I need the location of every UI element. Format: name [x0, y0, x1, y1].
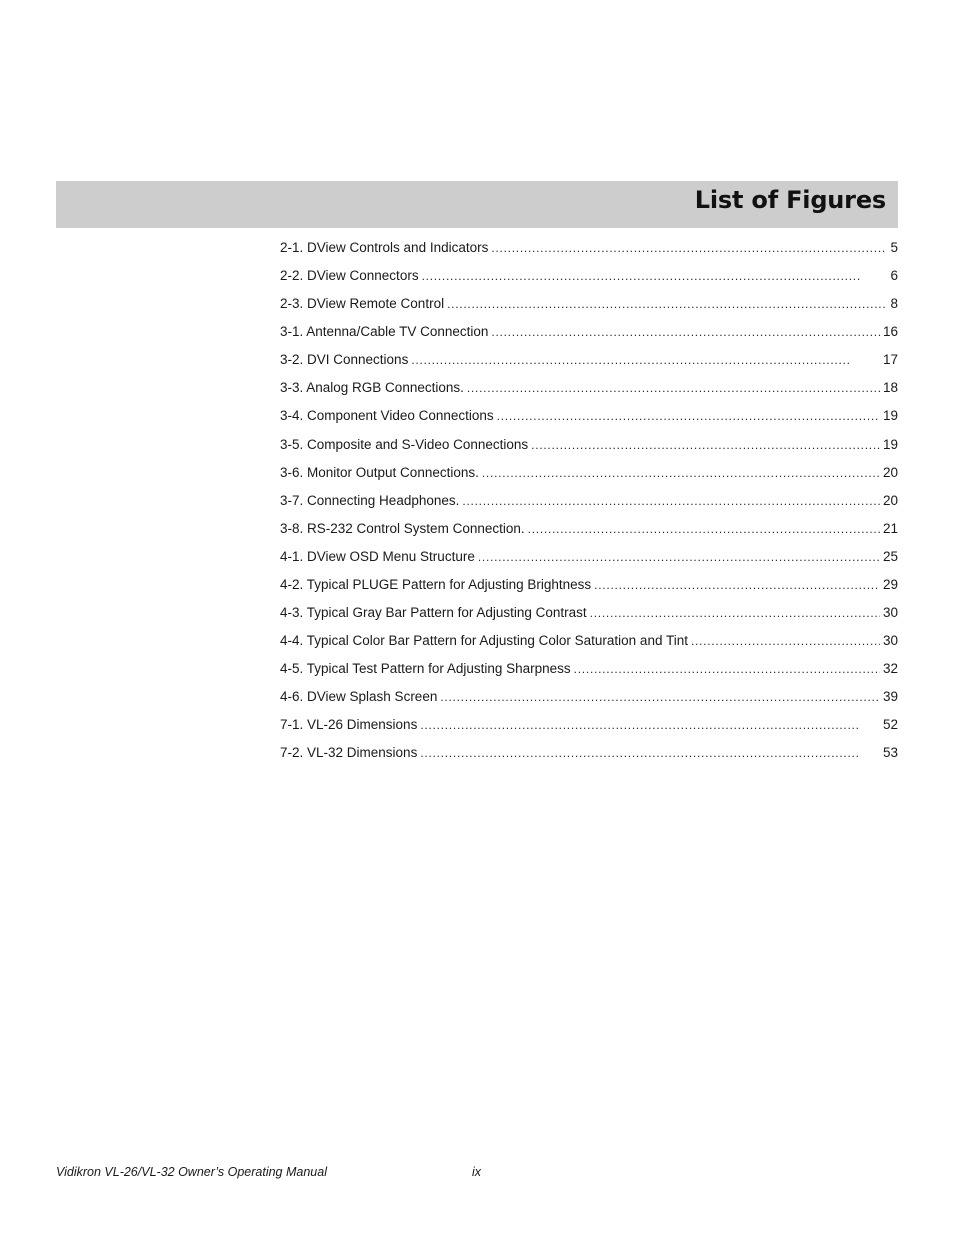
toc-entry-label: 7-1. VL-26 Dimensions [280, 717, 418, 733]
footer-manual-title: Vidikron VL-26/VL-32 Owner’s Operating Manual [56, 1165, 327, 1179]
toc-entry-page: 21 [882, 520, 898, 536]
toc-entry[interactable] [280, 518, 898, 546]
toc-leader-dots [590, 602, 880, 624]
toc-entry[interactable] [280, 714, 898, 742]
toc-entry-label: 4-6. DView Splash Screen [280, 689, 438, 705]
figure-list [280, 237, 898, 770]
toc-entry[interactable] [280, 742, 898, 770]
toc-entry-page: 18 [882, 380, 898, 396]
toc-entry-page: 29 [882, 576, 898, 592]
toc-leader-dots [462, 490, 880, 512]
toc-entry-label: 2-3. DView Remote Control [280, 296, 445, 312]
toc-entry-page: 20 [882, 464, 898, 480]
toc-leader-dots [411, 349, 880, 371]
toc-entry[interactable] [280, 377, 898, 405]
toc-entry[interactable] [280, 237, 898, 265]
toc-entry-label: 4-2. Typical PLUGE Pattern for Adjusting Brightness [280, 576, 592, 592]
toc-entry[interactable] [280, 405, 898, 433]
toc-entry-label: 3-8. RS-232 Control System Connection. [280, 520, 525, 536]
toc-leader-dots [491, 237, 887, 259]
toc-leader-dots [531, 434, 880, 456]
toc-entry-page: 19 [882, 408, 898, 424]
toc-entry-label: 3-4. Component Video Connections [280, 408, 494, 424]
toc-entry[interactable] [280, 293, 898, 321]
toc-leader-dots [467, 377, 880, 399]
toc-entry-page: 6 [890, 268, 898, 284]
toc-entry-page: 32 [882, 661, 898, 677]
toc-entry-label: 3-6. Monitor Output Connections. [280, 464, 479, 480]
toc-entry[interactable] [280, 602, 898, 630]
toc-leader-dots [422, 265, 888, 287]
toc-leader-dots [594, 574, 880, 596]
toc-entry[interactable] [280, 490, 898, 518]
toc-entry-page: 5 [890, 240, 898, 255]
toc-entry[interactable] [280, 462, 898, 490]
toc-entry-label: 3-1. Antenna/Cable TV Connection [280, 324, 489, 340]
page-title: List of Figures [694, 186, 886, 214]
toc-entry-page: 17 [882, 352, 898, 368]
toc-entry-label: 2-2. DView Connectors [280, 268, 419, 284]
toc-leader-dots [447, 293, 887, 315]
toc-entry-page: 8 [890, 296, 898, 312]
toc-leader-dots [491, 321, 880, 343]
toc-leader-dots [574, 658, 880, 680]
toc-entry-page: 25 [882, 548, 898, 564]
toc-leader-dots [440, 686, 880, 708]
toc-entry[interactable] [280, 546, 898, 574]
toc-leader-dots [420, 714, 880, 736]
toc-entry[interactable] [280, 434, 898, 462]
toc-entry-label: 4-3. Typical Gray Bar Pattern for Adjusting Contrast [280, 605, 587, 621]
toc-entry-page: 30 [882, 605, 898, 621]
toc-entry[interactable] [280, 265, 898, 293]
toc-entry[interactable] [280, 658, 898, 686]
toc-entry-label: 2-1. DView Controls and Indicators [280, 240, 489, 255]
toc-entry[interactable] [280, 321, 898, 349]
toc-entry-label: 4-5. Typical Test Pattern for Adjusting Sharpness [280, 661, 571, 677]
toc-leader-dots [497, 405, 880, 427]
toc-entry-label: 3-5. Composite and S-Video Connections [280, 436, 529, 452]
toc-entry-label: 3-3. Analog RGB Connections. [280, 380, 464, 396]
toc-entry-page: 19 [882, 436, 898, 452]
toc-leader-dots [420, 742, 880, 764]
toc-leader-dots [691, 630, 880, 652]
toc-leader-dots [482, 462, 880, 484]
toc-entry[interactable] [280, 630, 898, 658]
toc-entry-page: 53 [882, 745, 898, 761]
toc-entry-label: 3-7. Connecting Headphones. [280, 492, 460, 508]
toc-entry-label: 7-2. VL-32 Dimensions [280, 745, 418, 761]
toc-entry-label: 3-2. DVI Connections [280, 352, 409, 368]
toc-leader-dots [528, 518, 880, 540]
footer-page-number: ix [472, 1165, 482, 1179]
toc-entry-page: 30 [882, 633, 898, 649]
toc-entry-page: 16 [882, 324, 898, 340]
title-bar [56, 181, 898, 228]
toc-entry[interactable] [280, 574, 898, 602]
toc-entry-label: 4-4. Typical Color Bar Pattern for Adjusting Color Saturation and Tint [280, 633, 688, 649]
toc-entry-page: 52 [882, 717, 898, 733]
toc-entry[interactable] [280, 349, 898, 377]
toc-entry[interactable] [280, 686, 898, 714]
toc-entry-page: 39 [882, 689, 898, 705]
toc-leader-dots [478, 546, 880, 568]
toc-entry-page: 20 [882, 492, 898, 508]
toc-entry-label: 4-1. DView OSD Menu Structure [280, 548, 475, 564]
